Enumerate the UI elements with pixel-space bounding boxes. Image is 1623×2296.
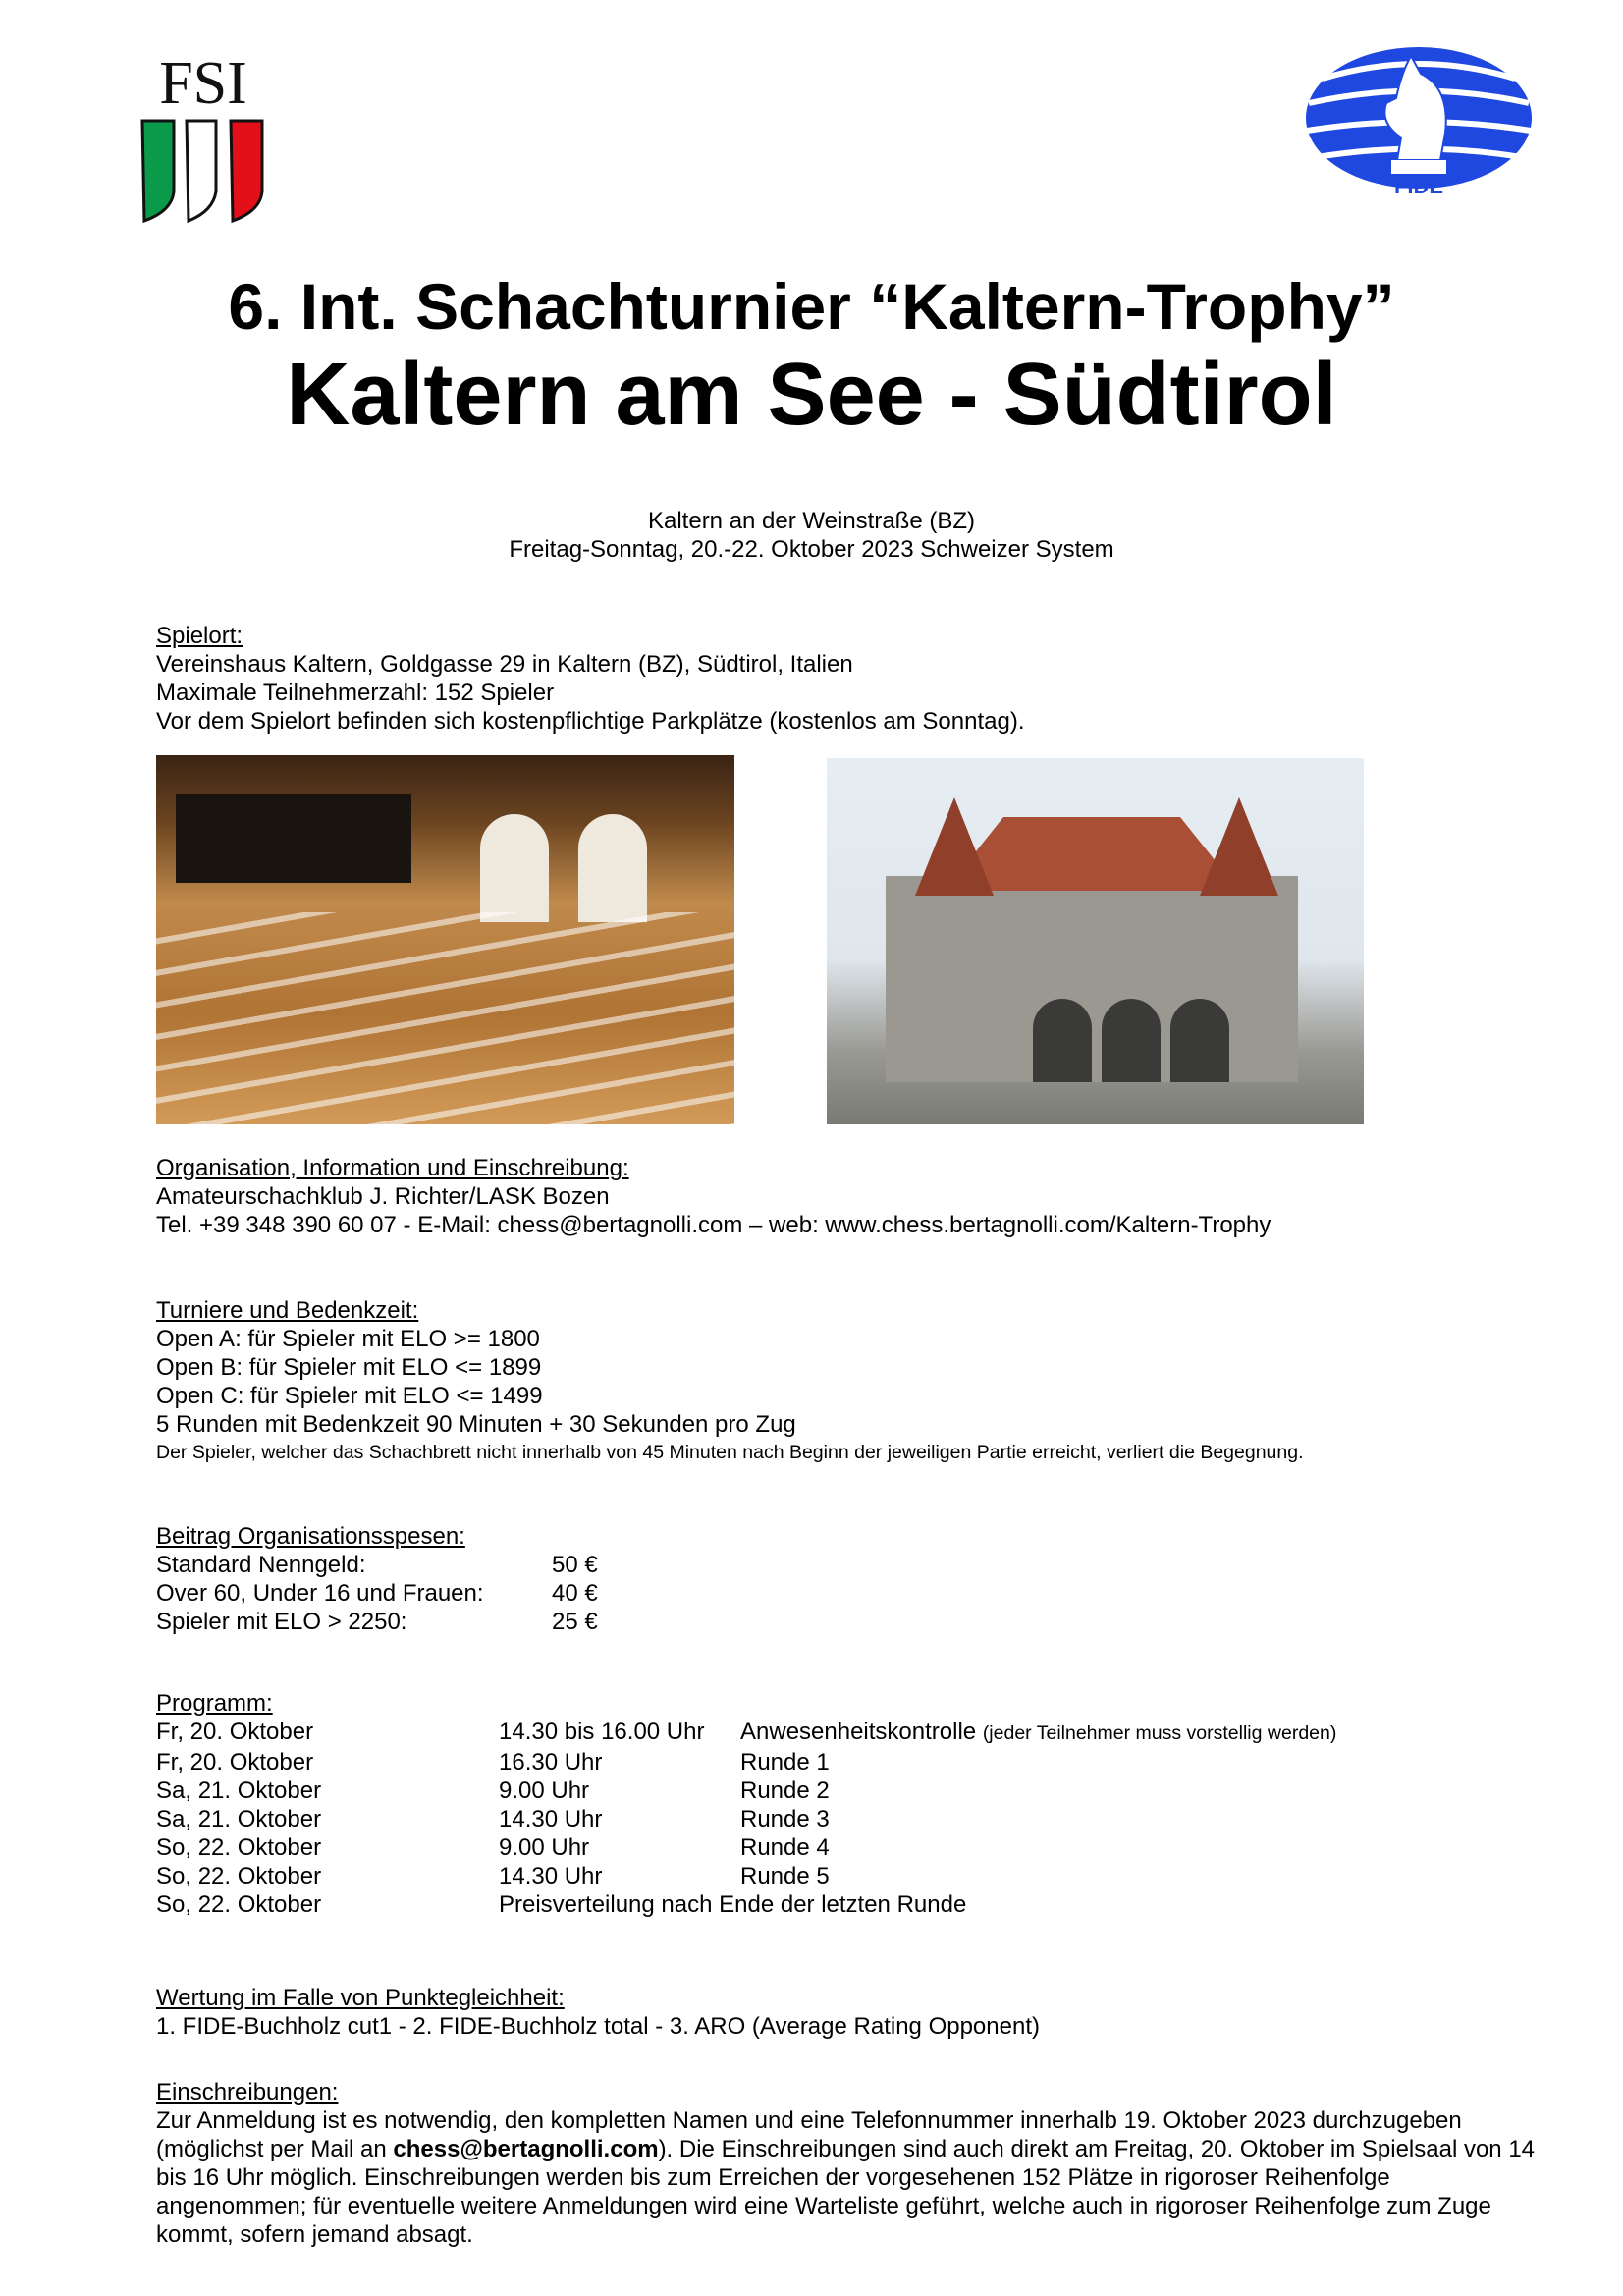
text-line: Open A: für Spieler mit ELO >= 1800	[156, 1326, 540, 1352]
paragraph-text: ). Die Einschreibungen sind auch direkt am Freitag, 20. Oktober im Spielsaal von 14 bis 16 Uhr möglich. Einschreibungen werden bis zum Erreichen der vorgesehenen 152 Plätze in rigoroser Reihenfolge angenommen; für eventuelle weitere Anmeldungen wird eine Warteliste geführt, welche auch in rigoroser Reihenfolge zum Zuge kommt, sofern jemand absagt.	[156, 2136, 1536, 2248]
schedule-date: Fr, 20. Oktober	[156, 1719, 314, 1745]
schedule-row	[156, 1718, 1550, 1748]
title-line1: 6. Int. Schachturnier “Kaltern-Trophy”	[228, 270, 1395, 343]
text-line: Amateurschachklub J. Richter/LASK Bozen	[156, 1183, 610, 1210]
svg-text:FIDE: FIDE	[1393, 174, 1444, 198]
schedule-time: 16.30 Uhr	[499, 1749, 603, 1776]
subtitle-location: Kaltern an der Weinstraße (BZ)	[647, 508, 975, 534]
section-beitrag	[156, 1522, 1550, 1636]
section-heading: Wertung im Falle von Punktegleichheit:	[156, 1985, 565, 2011]
fide-logo	[1303, 44, 1535, 201]
svg-text:FSI: FSI	[159, 50, 247, 117]
fee-value: 25 €	[552, 1609, 598, 1635]
section-einschreibungen	[156, 2078, 1542, 2249]
fee-label: Standard Nenngeld:	[156, 1552, 366, 1578]
text-line: Vereinshaus Kaltern, Goldgasse 29 in Kaltern (BZ), Südtirol, Italien	[156, 651, 853, 678]
schedule-time: 9.00 Uhr	[499, 1834, 590, 1861]
schedule-event: Runde 3	[740, 1806, 830, 1832]
schedule-time: 14.30 Uhr	[499, 1806, 603, 1832]
section-heading: Spielort:	[156, 623, 243, 649]
subtitle-dates: Freitag-Sonntag, 20.-22. Oktober 2023 Schweizer System	[509, 536, 1114, 563]
event-note: (jeder Teilnehmer muss vorstellig werden)	[982, 1722, 1337, 1744]
schedule-date: So, 22. Oktober	[156, 1891, 322, 1918]
schedule-date: Sa, 21. Oktober	[156, 1806, 322, 1832]
section-wertung	[156, 1984, 1550, 2041]
schedule-event: Runde 5	[740, 1863, 830, 1889]
fee-value: 50 €	[552, 1552, 598, 1578]
schedule-date: Fr, 20. Oktober	[156, 1749, 314, 1776]
subtitle	[0, 507, 1623, 564]
building-photo	[827, 758, 1364, 1124]
registration-paragraph	[156, 2106, 1542, 2249]
hall-photo	[156, 755, 734, 1124]
section-turniere	[156, 1296, 1550, 1467]
text-line: 1. FIDE-Buchholz cut1 - 2. FIDE-Buchholz total - 3. ARO (Average Rating Opponent)	[156, 2013, 1040, 2040]
schedule-row	[156, 1833, 1550, 1862]
text-line: Open B: für Spieler mit ELO <= 1899	[156, 1354, 542, 1381]
paragraph-text: Zur Anmeldung ist es notwendig, den kompletten Namen und eine Telefonnummer innerhalb 19. Oktober 2023 durchzugeben (möglichst per Mail an	[156, 2107, 1462, 2162]
schedule-row	[156, 1748, 1550, 1777]
title-line2: Kaltern am See - Südtirol	[286, 346, 1337, 444]
schedule-event: Preisverteilung nach Ende der letzten Runde	[499, 1891, 967, 1918]
fee-row	[156, 1551, 1550, 1579]
schedule-date: So, 22. Oktober	[156, 1863, 322, 1889]
text-line: Open C: für Spieler mit ELO <= 1499	[156, 1383, 543, 1409]
schedule-time: 9.00 Uhr	[499, 1777, 590, 1804]
text-line: Maximale Teilnehmerzahl: 152 Spieler	[156, 680, 555, 706]
schedule-row	[156, 1805, 1550, 1833]
section-heading: Turniere und Bedenkzeit:	[156, 1297, 419, 1324]
section-organisation	[156, 1154, 1550, 1239]
schedule-date: Sa, 21. Oktober	[156, 1777, 322, 1804]
section-heading: Programm:	[156, 1690, 273, 1717]
schedule-row	[156, 1890, 1550, 1919]
schedule-time: 14.30 Uhr	[499, 1863, 603, 1889]
fee-row	[156, 1579, 1550, 1608]
fsi-logo	[115, 44, 293, 229]
schedule-row	[156, 1862, 1550, 1890]
schedule-event	[740, 1718, 1336, 1748]
text-line: 5 Runden mit Bedenkzeit 90 Minuten + 30 Sekunden pro Zug	[156, 1411, 796, 1438]
section-heading: Beitrag Organisationsspesen:	[156, 1523, 465, 1550]
fee-label: Over 60, Under 16 und Frauen:	[156, 1580, 484, 1607]
schedule-row	[156, 1777, 1550, 1805]
schedule-event: Runde 2	[740, 1777, 830, 1804]
schedule-event: Runde 4	[740, 1834, 830, 1861]
fee-row	[156, 1608, 1550, 1636]
section-spielort	[156, 622, 1550, 736]
note-line: Der Spieler, welcher das Schachbrett nicht innerhalb von 45 Minuten nach Beginn der jeweiligen Partie erreicht, verliert die Begegnung.	[156, 1442, 1304, 1463]
fee-value: 40 €	[552, 1580, 598, 1607]
section-heading: Organisation, Information und Einschreibung:	[156, 1155, 629, 1181]
schedule-time: 14.30 bis 16.00 Uhr	[499, 1719, 705, 1745]
contact-line: Tel. +39 348 390 60 07 - E-Mail: chess@bertagnolli.com – web: www.chess.bertagnolli.com/Kaltern-Trophy	[156, 1212, 1271, 1238]
section-programm	[156, 1689, 1550, 1919]
fee-label: Spieler mit ELO > 2250:	[156, 1609, 407, 1635]
schedule-date: So, 22. Oktober	[156, 1834, 322, 1861]
section-heading: Einschreibungen:	[156, 2079, 339, 2105]
event-label: Anwesenheitskontrolle	[740, 1719, 977, 1745]
email-link[interactable]: chess@bertagnolli.com	[393, 2136, 659, 2162]
text-line: Vor dem Spielort befinden sich kostenpflichtige Parkplätze (kostenlos am Sonntag).	[156, 708, 1025, 735]
schedule-event: Runde 1	[740, 1749, 830, 1776]
